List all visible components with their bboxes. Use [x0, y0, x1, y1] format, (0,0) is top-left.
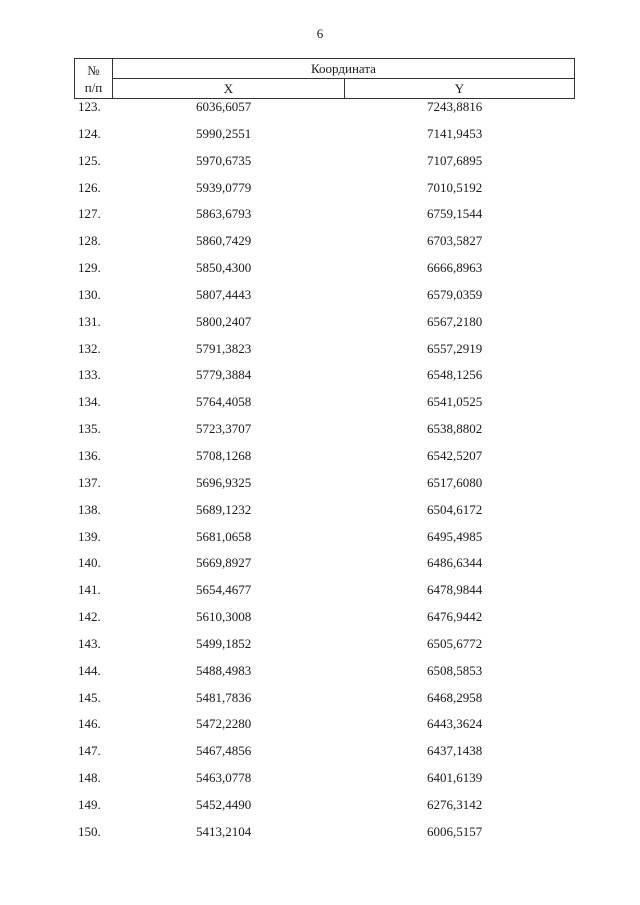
y-coordinate-value: 6542,5207	[427, 447, 483, 463]
x-coordinate-value: 5723,3707	[196, 421, 252, 437]
number-sign-label: №	[87, 62, 100, 78]
row-number: 139.	[78, 528, 101, 544]
y-coordinate-value: 6437,1438	[427, 743, 483, 759]
x-coordinate-value: 5669,8927	[196, 555, 252, 571]
row-number: 149.	[78, 796, 101, 812]
x-coordinate-value: 5467,4856	[196, 743, 252, 759]
number-column-header	[75, 59, 113, 99]
x-coordinate-value: 5970,6735	[196, 152, 252, 168]
y-coordinate-value: 6666,8963	[427, 260, 483, 276]
table-row	[0, 312, 640, 339]
y-coordinate-value: 6541,0525	[427, 394, 483, 410]
y-coordinate-value: 6517,6080	[427, 474, 483, 490]
table-row	[0, 527, 640, 554]
y-coordinate-value: 7141,9453	[427, 125, 483, 141]
y-coordinate-value: 6579,0359	[427, 286, 483, 302]
y-coordinate-value: 6538,8802	[427, 421, 483, 437]
table-row	[0, 392, 640, 419]
row-number: 144.	[78, 662, 101, 678]
page-number: 6	[316, 26, 324, 41]
row-number: 129.	[78, 260, 101, 276]
y-coordinate-value: 7010,5192	[427, 179, 483, 195]
table-row	[0, 446, 640, 473]
row-number: 143.	[78, 635, 101, 651]
x-coordinate-value: 5779,3884	[196, 367, 252, 383]
y-coordinate-value: 6548,1256	[427, 367, 483, 383]
y-column-header: Y	[345, 79, 575, 99]
x-coordinate-value: 5800,2407	[196, 313, 252, 329]
row-number: 147.	[78, 743, 101, 759]
table-row	[0, 634, 640, 661]
table-row	[0, 688, 640, 715]
y-coordinate-value: 7107,6895	[427, 152, 483, 168]
row-number: 125.	[78, 152, 101, 168]
x-coordinate-value: 5791,3823	[196, 340, 252, 356]
row-number: 138.	[78, 501, 101, 517]
row-number: 150.	[78, 823, 101, 839]
row-number: 134.	[78, 394, 101, 410]
table-row	[0, 285, 640, 312]
table-row	[0, 580, 640, 607]
table-row	[0, 258, 640, 285]
row-number: 124.	[78, 125, 101, 141]
x-coordinate-value: 5499,1852	[196, 635, 252, 651]
x-coordinate-value: 6036,6057	[196, 99, 252, 114]
y-coordinate-value: 6276,3142	[427, 796, 483, 812]
x-coordinate-value: 5939,0779	[196, 179, 252, 195]
x-coordinate-value: 5990,2551	[196, 125, 252, 141]
row-number: 132.	[78, 340, 101, 356]
y-coordinate-value: 6468,2958	[427, 689, 483, 705]
x-coordinate-value: 5481,7836	[196, 689, 252, 705]
x-coordinate-value: 5807,4443	[196, 286, 252, 302]
x-coordinate-value: 5696,9325	[196, 474, 252, 490]
row-number: 127.	[78, 206, 101, 222]
row-number: 130.	[78, 286, 101, 302]
table-row	[0, 607, 640, 634]
y-coordinate-value: 6508,5853	[427, 662, 483, 678]
y-coordinate-value: 6478,9844	[427, 582, 483, 598]
row-number: 137.	[78, 474, 101, 490]
row-number: 142.	[78, 609, 101, 625]
row-number: 128.	[78, 233, 101, 249]
x-coordinate-value: 5764,4058	[196, 394, 252, 410]
table-row	[0, 714, 640, 741]
table-row	[0, 339, 640, 366]
x-coordinate-value: 5463,0778	[196, 770, 252, 786]
table-row	[0, 419, 640, 446]
x-coordinate-value: 5488,4983	[196, 662, 252, 678]
y-coordinate-value: 7243,8816	[427, 99, 483, 114]
x-coordinate-value: 5472,2280	[196, 716, 252, 732]
table-row	[0, 124, 640, 151]
x-coordinate-value: 5850,4300	[196, 260, 252, 276]
table-row	[0, 553, 640, 580]
y-coordinate-value: 6006,5157	[427, 823, 483, 839]
table-row	[0, 795, 640, 822]
y-coordinate-value: 6443,3624	[427, 716, 483, 732]
x-column-header: X	[113, 79, 345, 99]
y-coordinate-value: 6505,6772	[427, 635, 483, 651]
y-coordinate-value: 6476,9442	[427, 609, 483, 625]
x-coordinate-value: 5863,6793	[196, 206, 252, 222]
row-number: 135.	[78, 421, 101, 437]
row-number: 136.	[78, 447, 101, 463]
y-coordinate-value: 6486,6344	[427, 555, 483, 571]
x-coordinate-value: 5689,1232	[196, 501, 252, 517]
table-row	[0, 151, 640, 178]
coordinates-table-body	[0, 97, 640, 849]
table-row	[0, 178, 640, 205]
row-number: 148.	[78, 770, 101, 786]
y-coordinate-value: 6401,6139	[427, 770, 483, 786]
coordinates-table-header	[74, 58, 575, 99]
table-row	[0, 768, 640, 795]
y-coordinate-value: 6557,2919	[427, 340, 483, 356]
x-coordinate-value: 5654,4677	[196, 582, 252, 598]
x-coordinate-value: 5681,0658	[196, 528, 252, 544]
y-coordinate-value: 6703,5827	[427, 233, 483, 249]
x-coordinate-value: 5610,3008	[196, 609, 252, 625]
row-number: 133.	[78, 367, 101, 383]
row-number: 146.	[78, 716, 101, 732]
table-row	[0, 365, 640, 392]
row-number: 123.	[78, 99, 101, 114]
x-coordinate-value: 5860,7429	[196, 233, 252, 249]
row-number: 131.	[78, 313, 101, 329]
table-row	[0, 97, 640, 124]
x-coordinate-value: 5708,1268	[196, 447, 252, 463]
x-coordinate-value: 5413,2104	[196, 823, 252, 839]
y-coordinate-value: 6567,2180	[427, 313, 483, 329]
coordinate-group-header: Координата	[113, 59, 575, 79]
table-row	[0, 204, 640, 231]
y-coordinate-value: 6495,4985	[427, 528, 483, 544]
row-number: 141.	[78, 582, 101, 598]
table-row	[0, 822, 640, 849]
table-row	[0, 473, 640, 500]
y-coordinate-value: 6504,6172	[427, 501, 483, 517]
table-row	[0, 661, 640, 688]
ordinal-abbrev-label: п/п	[84, 79, 103, 95]
row-number: 126.	[78, 179, 101, 195]
table-row	[0, 231, 640, 258]
table-row	[0, 741, 640, 768]
x-coordinate-value: 5452,4490	[196, 796, 252, 812]
row-number: 140.	[78, 555, 101, 571]
row-number: 145.	[78, 689, 101, 705]
y-coordinate-value: 6759,1544	[427, 206, 483, 222]
table-row	[0, 500, 640, 527]
